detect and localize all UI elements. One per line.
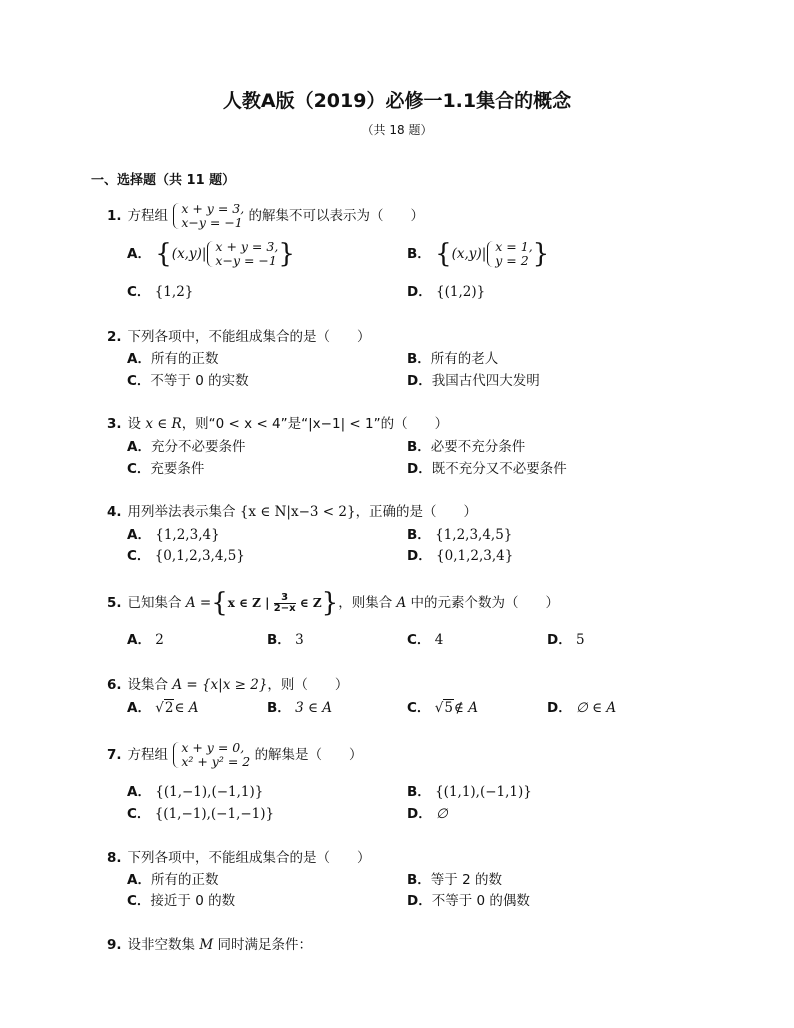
option-text: 所有的正数 (150, 872, 219, 888)
option-text: 必要不充分条件 (430, 439, 526, 455)
option-a (127, 868, 218, 888)
page-title: 人教A版（2019）必修一1.1集合的概念 (222, 90, 572, 112)
option-d (547, 628, 585, 648)
question-8 (107, 846, 371, 866)
option-text: 充分不必要条件 (150, 439, 246, 455)
option-a (127, 628, 164, 648)
question-number: 1. (107, 208, 122, 224)
left-brace: { (211, 588, 228, 618)
math-expression: ∈ Z (299, 596, 322, 610)
option-d (407, 369, 540, 389)
question-text: 的解集是（ ） (254, 747, 363, 763)
option-text: 所有的正数 (150, 351, 219, 367)
option-label: B． (407, 439, 431, 455)
question-text: 已知集合 (127, 595, 182, 611)
option-label: C． (127, 461, 151, 477)
option-label: D． (407, 806, 432, 822)
option-text: 接近于 0 的数 (150, 893, 236, 909)
math-expression: A = {x|x ≥ 2} (172, 677, 268, 693)
question-1 (107, 202, 424, 230)
option-label: A． (127, 872, 151, 888)
question-number: 3. (107, 416, 122, 432)
math-expression: {x ∈ N|x−3 < 2} (239, 504, 356, 520)
fraction-denominator: 2−x (273, 602, 296, 614)
question-text: 下列各项中，不能组成集合的是（ ） (127, 329, 371, 345)
question-text: 方程组 (127, 747, 169, 763)
option-b (407, 347, 498, 367)
option-text: {(1,2)} (436, 284, 486, 300)
option-label: C． (407, 700, 431, 716)
question-number: 7. (107, 747, 122, 763)
option-a (127, 780, 263, 800)
option-text: 不等于 0 的实数 (150, 373, 249, 389)
option-label: C． (127, 548, 151, 564)
option-text: {1,2,3,4} (155, 527, 220, 543)
question-number: 2. (107, 329, 122, 345)
option-b (267, 628, 304, 648)
option-b (407, 523, 512, 543)
sqrt-expression: √2 (155, 700, 174, 716)
question-2 (107, 325, 371, 345)
option-d (407, 457, 567, 477)
option-text: {1,2} (154, 284, 194, 300)
option-text: 5 (576, 632, 585, 648)
question-text: ，则（ ） (267, 677, 349, 693)
option-text: {(1,1),(−1,1)} (435, 784, 532, 800)
option-text: ∈ A (174, 700, 199, 716)
option-text: 不等于 0 的偶数 (431, 893, 530, 909)
option-text: 等于 2 的数 (430, 872, 502, 888)
math-expression: x ∈ R (145, 416, 182, 432)
equation: x + y = 3, (181, 201, 245, 216)
option-a (127, 240, 295, 268)
equation-system (206, 240, 278, 268)
option-text: 既不充分又不必要条件 (431, 461, 567, 477)
sqrt-expression: √5 (434, 700, 453, 716)
option-a (127, 347, 218, 367)
question-9 (107, 933, 312, 953)
option-b (407, 435, 525, 455)
option-d (407, 889, 530, 909)
math-expression: M (199, 937, 214, 953)
option-a (127, 435, 245, 455)
left-brace: { (435, 239, 452, 269)
option-label: A． (127, 439, 151, 455)
question-text: 下列各项中，不能组成集合的是（ ） (127, 850, 371, 866)
option-label: B． (407, 246, 431, 262)
question-text: ，则“0 < x < 4”是“|x−1| < 1”的（ ） (181, 416, 449, 432)
option-label: A． (127, 246, 151, 262)
option-label: D． (407, 373, 432, 389)
equation-system (172, 741, 250, 769)
option-text: {0,1,2,3,4} (436, 548, 514, 564)
option-b (407, 868, 502, 888)
option-text: 2 (155, 632, 164, 648)
question-text: 设集合 (127, 677, 169, 693)
question-3 (107, 412, 448, 432)
section-heading: 一、选择题（共 11 题） (91, 173, 236, 188)
option-c (127, 457, 204, 477)
option-label: C． (127, 373, 151, 389)
option-text: ∉ A (453, 700, 478, 716)
question-text: 中的元素个数为（ ） (410, 595, 560, 611)
right-brace: } (278, 239, 295, 269)
fraction (274, 593, 296, 614)
radicand: 5 (444, 700, 453, 716)
option-a (127, 523, 220, 543)
question-7 (107, 741, 363, 769)
option-label: B． (407, 351, 431, 367)
option-label: C． (127, 893, 151, 909)
equation: x = 1, (495, 239, 533, 254)
option-label: B． (407, 872, 431, 888)
option-label: A． (127, 527, 151, 543)
option-label: C． (407, 632, 431, 648)
option-text: 3 ∈ A (295, 700, 333, 716)
option-text: 3 (295, 632, 304, 648)
option-text: 4 (434, 632, 444, 648)
option-b (407, 240, 549, 268)
option-label: A． (127, 632, 151, 648)
question-text: ，正确的是（ ） (355, 504, 478, 520)
option-text: ∅ ∈ A (576, 700, 617, 716)
right-brace: } (532, 239, 550, 269)
question-text: 方程组 (127, 208, 169, 224)
left-brace: { (155, 239, 172, 269)
option-c (127, 802, 274, 822)
equation: x² + y² = 2 (181, 754, 251, 769)
equation: x + y = 0, (181, 740, 245, 755)
option-c (127, 889, 235, 909)
option-text: {(1,−1),(−1,−1)} (154, 806, 275, 822)
question-number: 6. (107, 677, 122, 693)
option-text: {(1,−1),(−1,1)} (155, 784, 264, 800)
option-c (407, 696, 478, 716)
equation: x−y = −1 (181, 215, 243, 230)
question-number: 5. (107, 595, 122, 611)
option-label: B． (267, 700, 291, 716)
option-text: 所有的老人 (430, 351, 499, 367)
equation-system (172, 202, 244, 230)
question-text: 设非空数集 (127, 937, 196, 953)
option-d (407, 280, 485, 300)
math-expression: A (396, 595, 407, 611)
question-number: 9. (107, 937, 122, 953)
option-text: 我国古代四大发明 (431, 373, 540, 389)
option-label: B． (407, 784, 431, 800)
set-builder: (x,y)| (171, 246, 207, 262)
equation: x + y = 3, (215, 239, 279, 254)
option-c (407, 628, 443, 648)
option-a (127, 696, 199, 716)
question-number: 4. (107, 504, 122, 520)
option-text: ∅ (436, 806, 448, 822)
option-text: {0,1,2,3,4,5} (154, 548, 245, 564)
option-c (127, 280, 193, 300)
question-6 (107, 673, 348, 693)
equation-system (486, 240, 532, 268)
equation: y = 2 (495, 253, 529, 268)
option-label: C． (127, 284, 151, 300)
option-label: D． (407, 548, 432, 564)
option-d (547, 696, 616, 716)
option-label: D． (407, 893, 432, 909)
question-text: 设 (127, 416, 142, 432)
fraction-numerator: 3 (274, 593, 296, 604)
option-c (127, 369, 249, 389)
option-label: C． (127, 806, 151, 822)
option-label: A． (127, 700, 151, 716)
option-d (407, 544, 513, 564)
option-text: {1,2,3,4,5} (435, 527, 513, 543)
question-text: 的解集不可以表示为（ ） (248, 208, 425, 224)
option-label: D． (547, 700, 572, 716)
option-label: D． (407, 284, 432, 300)
option-label: A． (127, 351, 151, 367)
option-label: D． (407, 461, 432, 477)
question-number: 8. (107, 850, 122, 866)
question-5 (107, 588, 560, 618)
option-label: B． (267, 632, 291, 648)
question-text: ，则集合 (338, 595, 393, 611)
option-label: D． (547, 632, 572, 648)
option-label: B． (407, 527, 431, 543)
right-brace: } (321, 588, 339, 618)
equation: x−y = −1 (215, 253, 277, 268)
option-text: 充要条件 (150, 461, 205, 477)
option-c (127, 544, 245, 564)
radicand: 2 (164, 700, 174, 716)
question-text: 同时满足条件： (217, 937, 312, 953)
option-d (407, 802, 448, 822)
option-b (407, 780, 532, 800)
math-expression: A = (185, 595, 212, 611)
question-4 (107, 500, 477, 520)
question-text: 用列举法表示集合 (127, 504, 236, 520)
math-expression: x ∈ Z | (227, 596, 270, 610)
option-b (267, 696, 332, 716)
option-label: A． (127, 784, 151, 800)
page-subtitle: （共 18 题） (361, 123, 433, 137)
set-builder: (x,y)| (451, 246, 487, 262)
